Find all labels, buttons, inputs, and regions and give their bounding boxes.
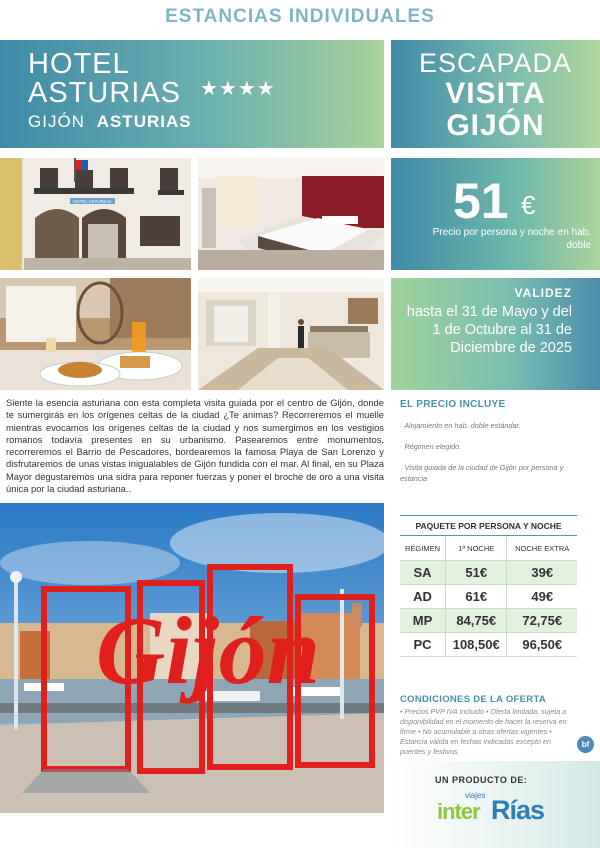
rate-regime: PC [400,633,445,657]
includes-item: · Régimen elegido. [400,442,462,451]
brand-inter-text: intеr [437,799,480,824]
offer-title-box [391,40,600,148]
rate-regime: SA [400,561,445,585]
footer-brand [391,761,600,848]
rate-regime: AD [400,585,445,609]
includes-title: EL PRECIO INCLUYE [400,399,506,410]
hotel-name-line1: HOTEL [28,48,130,80]
rates-table [400,515,577,657]
gijon-letters: Gijón [95,597,321,704]
price-note: Precio por persona y noche en hab. doble [432,227,591,251]
offer-title-line2: VISITA [445,77,546,110]
rates-title: PAQUETE POR PERSONA Y NOCHE [400,515,577,536]
table-row [400,633,577,657]
includes-item: · Alojamiento en hab. doble estándar. [400,421,521,430]
hotel-city: GIJÓN [28,112,85,131]
rate-first-night: 84,75€ [445,609,506,633]
table-row [400,609,577,633]
rate-extra-night: 49€ [507,585,577,609]
brand-rias-text: Rías [491,795,545,825]
price-box [391,158,600,270]
brand-small-text: viajes [465,791,486,800]
price-amount: 51 [453,173,509,229]
rate-first-night: 108,50€ [445,633,506,657]
hotel-exterior-photo [0,158,191,270]
validity-box [391,278,600,390]
rate-regime: MP [400,609,445,633]
hotel-name-line2: ASTURIAS [28,77,182,109]
rate-extra-night: 39€ [507,561,577,585]
hotel-location [28,112,384,132]
rate-extra-night: 96,50€ [507,633,577,657]
conditions-title: CONDICIONES DE LA OFERTA [400,694,547,705]
hotel-sign-text: HOTEL ASTURIAS [72,199,112,204]
conditions-text: • Precios PVP IVA incluido • Oferta limitada, sujeta a disponibilidad en el momento de hacer la reserva en firme • No acumulable a otras ofertas vigentes • Estancia válida en fechas indicadas excepto en puentes y festivos. [400,707,567,756]
price-currency: € [521,190,536,220]
hotel-stars: ★★★★ [200,78,276,100]
rates-header-extra-night: NOCHE EXTRA [507,536,577,561]
breakfast-photo [0,278,191,390]
rates-header-regime: RÉGIMEN [400,536,445,561]
rate-first-night: 51€ [445,561,506,585]
table-row [400,585,577,609]
offer-title-line3: GIJÓN [446,109,545,142]
hotel-region: ASTURIAS [96,112,192,131]
rate-extra-night: 72,75€ [507,609,577,633]
bf-badge-icon: bf [577,736,594,753]
page-heading: ESTANCIAS INDIVIDUALES [165,6,435,27]
table-row [400,561,577,585]
footer-label: UN PRODUCTO DE: [435,775,528,785]
rates-header-first-night: 1ª NOCHE [445,536,506,561]
conditions-section [400,694,578,757]
validity-text: hasta el 31 de Mayo y del 1 de Octubre al 31 de Diciembre de 2025 [406,304,572,356]
includes-item: · Visita guiada de la ciudad de Gijón por persona y estancia [400,463,564,483]
validity-title: VALIDEZ [514,286,572,300]
gijon-sculpture-photo [0,503,384,813]
offer-title-line1: ESCAPADA [418,48,573,78]
hotel-lobby-photo [198,278,384,390]
hotel-room-photo [198,158,384,270]
rate-first-night: 61€ [445,585,506,609]
description-text: Siente la esencia asturiana con esta completa visita guiada por el centro de Gijón, donde te sumergirás en los orígenes celtas de la ciudad ¿Te animas? Recorreremos el muelle mientras evocamos los orígenes celtas de la ciudad y nos sumergimos en los vestigios romanos todavía presentes en su urbanismo. Pasearemos entre monumentos, recorreremos el Barrio de Pescadores, bordearemos la famosa Playa de San Lorenzo y disfrutaremos de unas vistas inigualables de Gijón fundida con el mar. Al final, en su Plaza Mayor degustaremos una sidra para reponer fuerzas y poner el broche de oro a una visita única por la ciudad asturiana.. [6,397,384,495]
hotel-band [0,40,384,148]
includes-section [400,399,590,484]
